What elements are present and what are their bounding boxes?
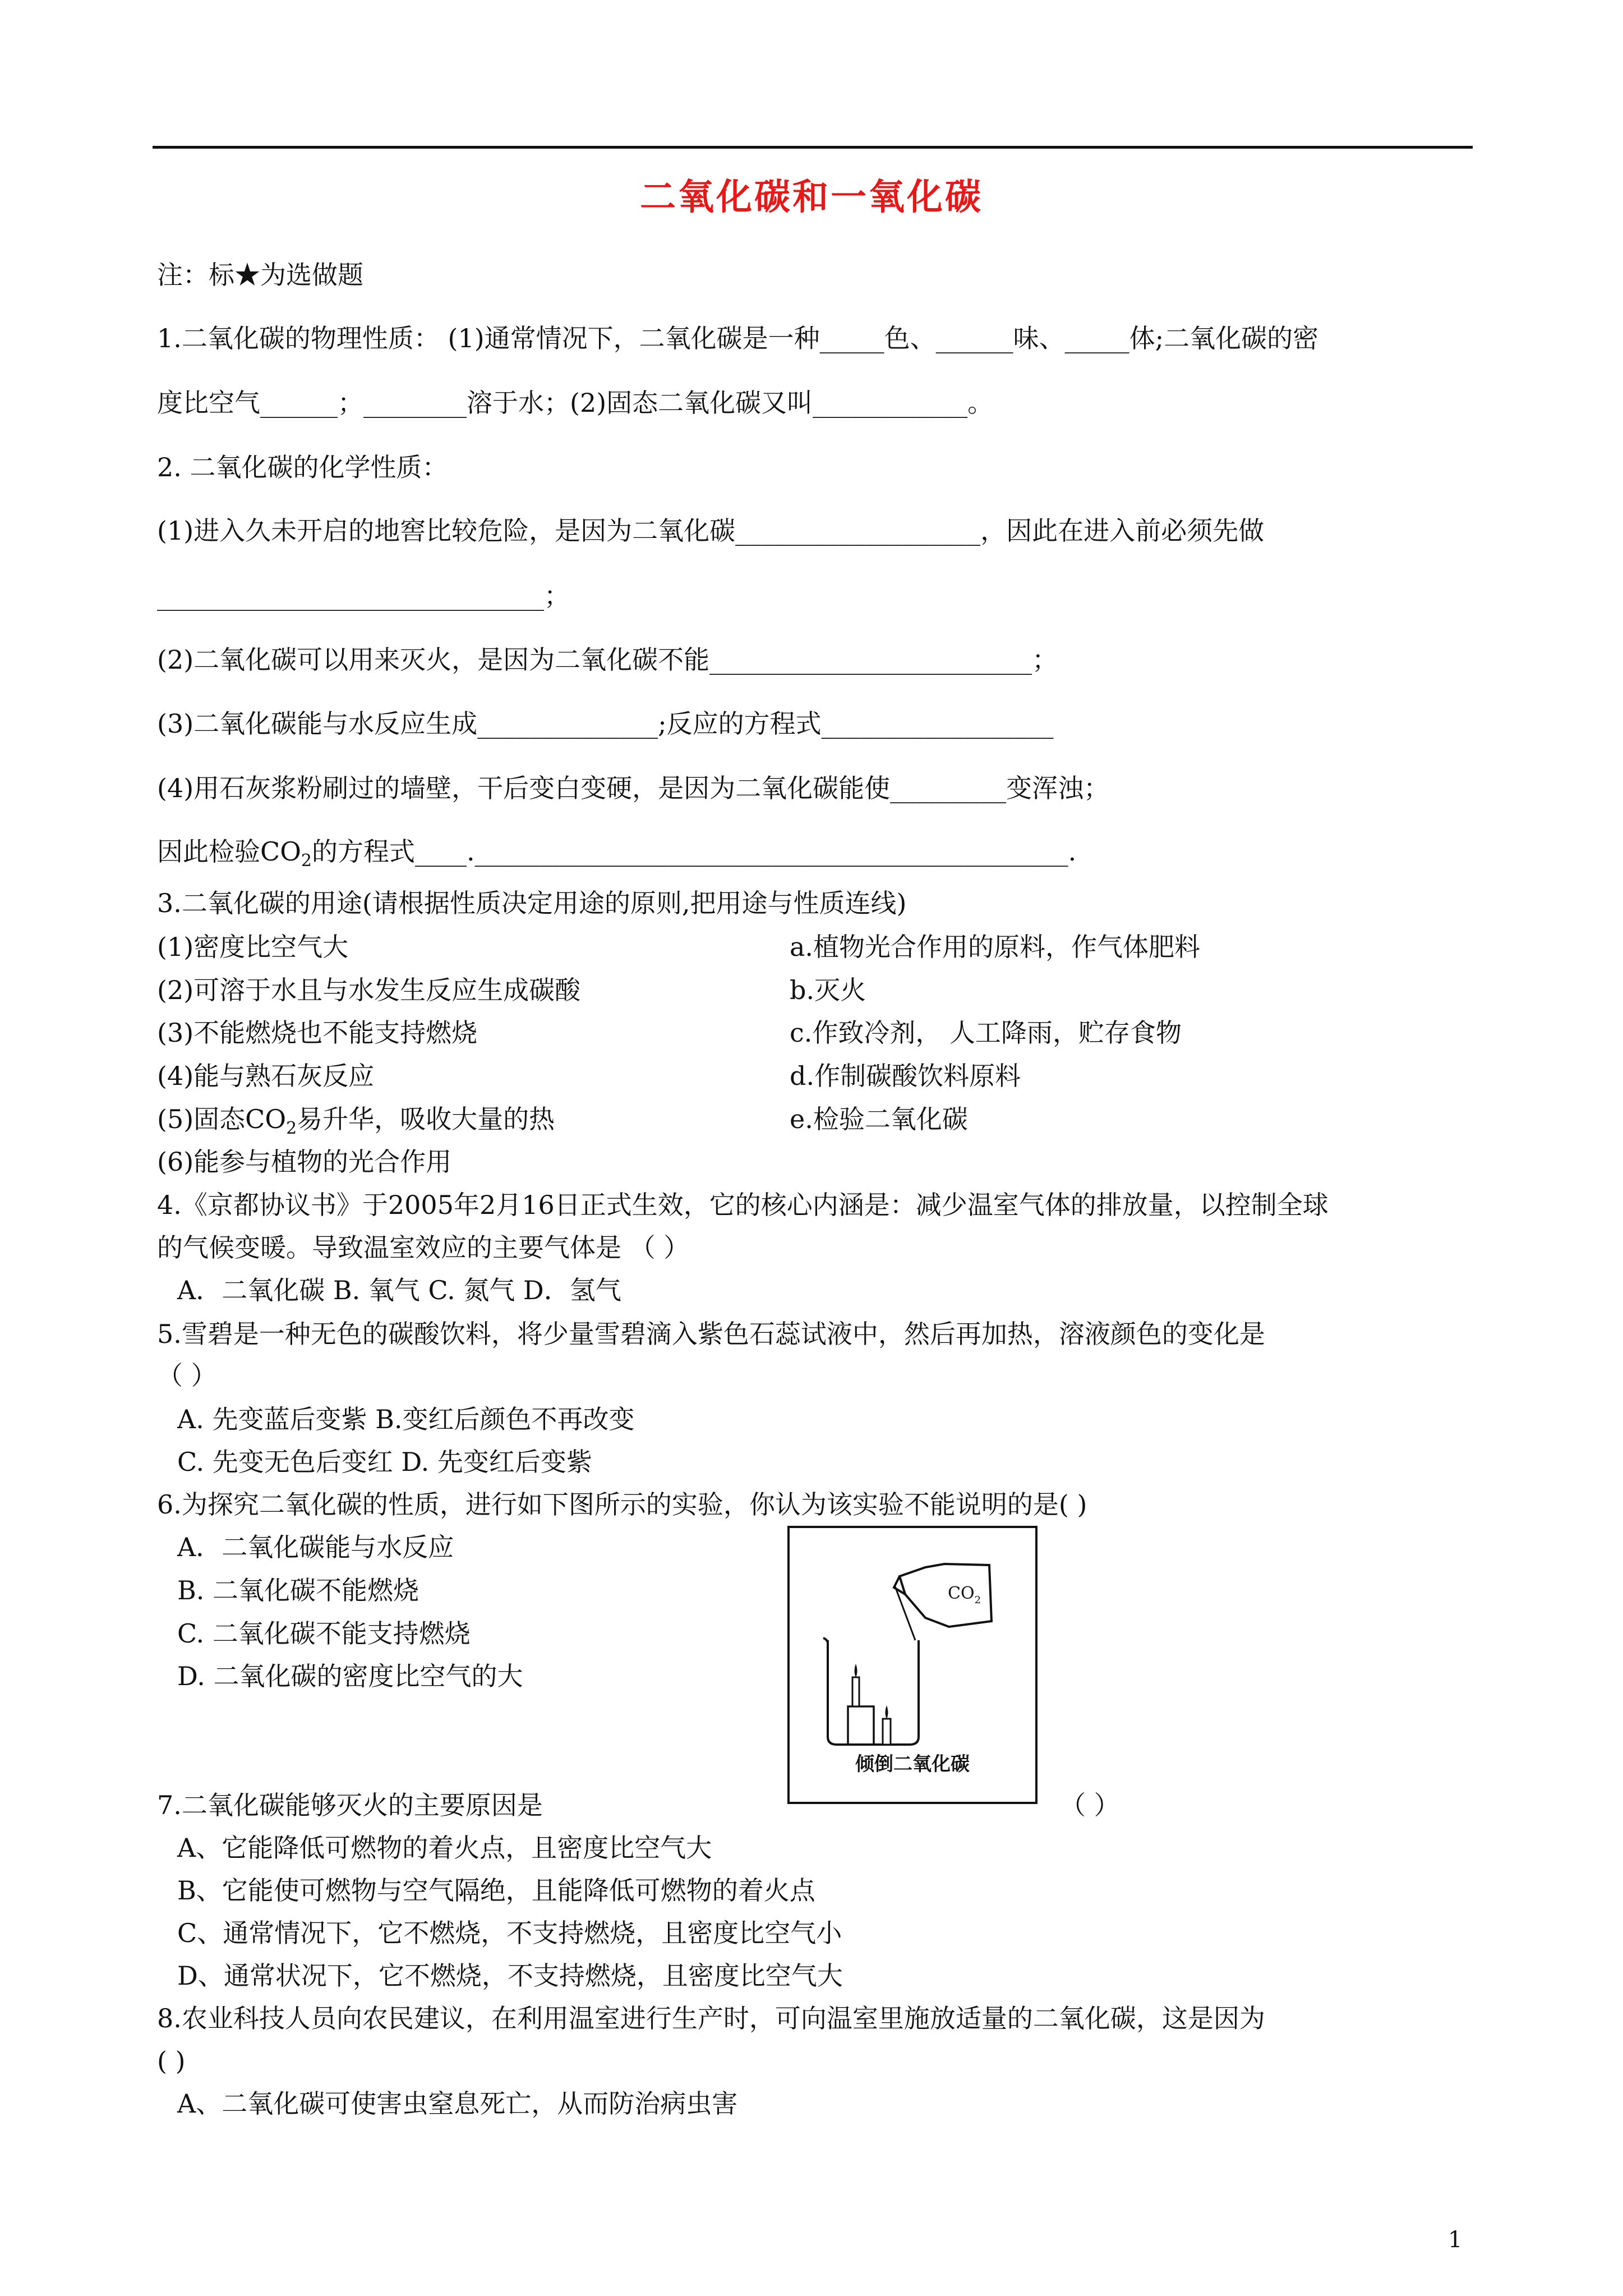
q3-use-b: b.灭火 xyxy=(790,975,866,1005)
q3-use-e: e.检验二氧化碳 xyxy=(790,1104,968,1134)
bottle-label-main: CO xyxy=(948,1584,975,1603)
q2-item-1-line-2: ______________________________； xyxy=(157,581,570,611)
q3-use-a: a.植物光合作用的原料，作气体肥料 xyxy=(790,932,1201,962)
q8-line-2: ( ) xyxy=(157,2046,186,2076)
q2-item-5-suffix: 的方程式____.______________________________________________. xyxy=(312,836,1077,867)
q3-property-1: (1)密度比空气大 xyxy=(157,932,349,962)
page-title: 二氧化碳和一氧化碳 xyxy=(640,176,983,218)
co2-pouring-figure xyxy=(787,1526,1038,1804)
q4-line-2: 的气候变暖。导致温室效应的主要气体是 （ ） xyxy=(157,1232,690,1263)
q6-option-a: A．二氧化碳能与水反应 xyxy=(177,1532,454,1562)
header-rule xyxy=(153,146,1473,149)
q5-line-2: （ ） xyxy=(157,1360,217,1391)
q3-property-5 xyxy=(157,1103,555,1144)
q2-item-3: (3)二氧化碳能与水反应生成______________;反应的方程式__________________ xyxy=(157,708,1054,739)
q3-heading: 3.二氧化碳的用途(请根据性质决定用途的原则,把用途与性质连线) xyxy=(157,888,907,918)
bottle-label xyxy=(948,1584,981,1606)
q7-answer-paren: （ ） xyxy=(1060,1790,1120,1820)
q2-item-5-subscript: 2 xyxy=(301,851,312,871)
q2-item-5-prefix: 因此检验CO xyxy=(157,836,301,867)
q7-option-b: B、它能使可燃物与空气隔绝，且能降低可燃物的着火点 xyxy=(177,1875,815,1906)
q7-option-a: A、它能降低可燃物的着火点，且密度比空气大 xyxy=(177,1833,712,1863)
beaker-lip xyxy=(823,1638,828,1642)
q8-option-a: A、二氧化碳可使害虫窒息死亡，从而防治病虫害 xyxy=(177,2088,738,2119)
q5-options-cd: C. 先变无色后变红 D. 先变红后变紫 xyxy=(177,1447,592,1477)
q5-line-1: 5.雪碧是一种无色的碳酸饮料，将少量雪碧滴入紫色石蕊试液中，然后再加热，溶液颜色的变化是 xyxy=(157,1319,1265,1349)
short-candle-flame xyxy=(886,1705,888,1719)
q1-line-2: 度比空气______；________溶于水；(2)固态二氧化碳又叫____________。 xyxy=(157,388,994,418)
q8-line-1: 8.农业科技人员向农民建议，在利用温室进行生产时，可向温室里施放适量的二氧化碳，这是因为 xyxy=(157,2003,1265,2033)
short-candle xyxy=(883,1719,891,1745)
q2-item-2: (2)二氧化碳可以用来灭火，是因为二氧化碳不能_________________________； xyxy=(157,645,1058,675)
q6-stem: 6.为探究二氧化碳的性质，进行如下图所示的实验，你认为该实验不能说明的是( ) xyxy=(157,1489,1087,1520)
q6-option-b: B. 二氧化碳不能燃烧 xyxy=(177,1575,419,1605)
q3-property-5-prefix: (5)固态CO xyxy=(157,1104,287,1134)
q6-option-c: C. 二氧化碳不能支持燃烧 xyxy=(177,1618,471,1649)
q3-property-3: (3)不能燃烧也不能支持燃烧 xyxy=(157,1018,478,1048)
tall-candle-flame xyxy=(855,1664,857,1677)
tall-candle xyxy=(852,1677,859,1706)
q3-property-4: (4)能与熟石灰反应 xyxy=(157,1061,375,1091)
q2-item-4: (4)用石灰浆粉刷过的墙壁，干后变白变硬，是因为二氧化碳能使_________变浑浊； xyxy=(157,773,1110,803)
q3-property-5-subscript: 2 xyxy=(286,1119,297,1139)
co2-pouring-illustration xyxy=(790,1528,1035,1802)
q2-item-5 xyxy=(157,836,1076,877)
q3-property-5-suffix: 易升华，吸收大量的热 xyxy=(297,1104,555,1134)
q2-item-1-line-1: (1)进入久未开启的地窖比较危险，是因为二氧化碳___________________，因此在进入前必须先做 xyxy=(157,516,1265,546)
q4-options: A．二氧化碳 B. 氧气 C. 氮气 D．氢气 xyxy=(177,1275,621,1305)
q7-option-c: C、通常情况下，它不燃烧，不支持燃烧，且密度比空气小 xyxy=(177,1918,842,1948)
q7-stem: 7.二氧化碳能够灭火的主要原因是 xyxy=(157,1790,543,1820)
q3-property-6: (6)能参与植物的光合作用 xyxy=(157,1147,452,1177)
q5-options-ab: A. 先变蓝后变紫 B.变红后颜色不再改变 xyxy=(177,1404,635,1434)
q2-heading: 2. 二氧化碳的化学性质： xyxy=(157,452,448,482)
page-number: 1 xyxy=(1448,2227,1463,2253)
q6-option-d: D. 二氧化碳的密度比空气的大 xyxy=(177,1661,523,1691)
step-stand xyxy=(848,1706,874,1745)
q4-line-1: 4.《京都协议书》于2005年2月16日正式生效，它的核心内涵是：减少温室气体的排放量，以控制全球 xyxy=(157,1190,1329,1220)
q3-use-d: d.作制碳酸饮料原料 xyxy=(790,1061,1021,1091)
q3-use-c: c.作致冷剂， 人工降雨，贮存食物 xyxy=(790,1018,1182,1048)
q1-line-1: 1.二氧化碳的物理性质： (1)通常情况下，二氧化碳是一种_____色、______味、_____体;二氧化碳的密 xyxy=(157,323,1319,353)
note-line: 注：标★为选做题 xyxy=(157,260,363,290)
q3-property-2: (2)可溶于水且与水发生反应生成碳酸 xyxy=(157,975,581,1005)
bottle-label-sub: 2 xyxy=(974,1594,981,1606)
q7-option-d: D、通常状况下，它不燃烧，不支持燃烧，且密度比空气大 xyxy=(177,1961,843,1991)
figure-caption: 倾倒二氧化碳 xyxy=(855,1753,970,1775)
